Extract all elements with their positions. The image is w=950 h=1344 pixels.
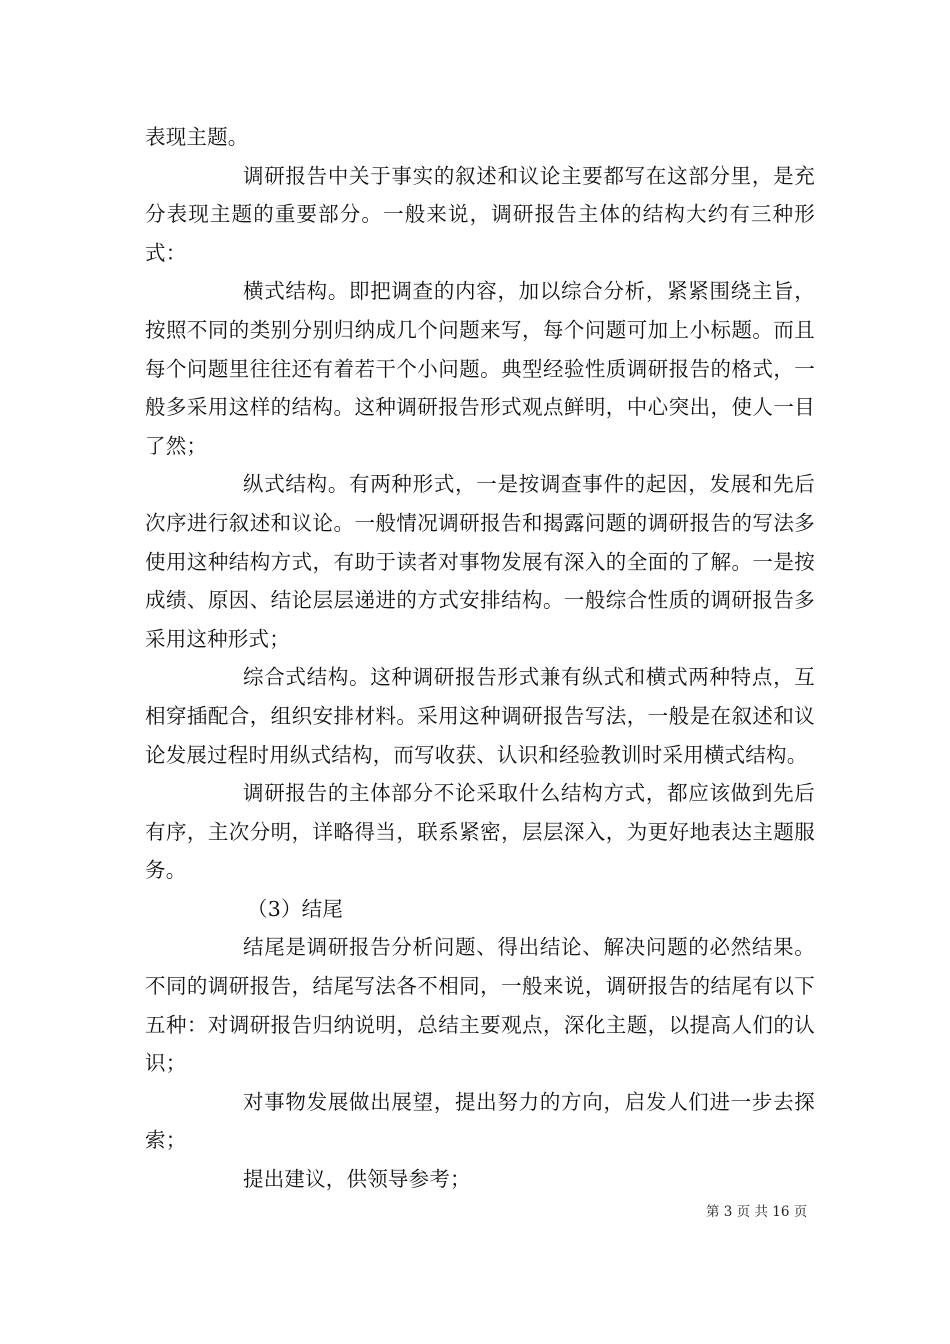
paragraph-body-summary: 调研报告的主体部分不论采取什么结构方式，都应该做到先后有序，主次分明，详略得当，联系紧密，层层深入，为更好地表达主题服务。 [145, 781, 815, 883]
paragraph-body-intro: 调研报告中关于事实的叙述和议论主要都写在这部分里，是充分表现主题的重要部分。一般来说，调研报告主体的结构大约有三种形式： [145, 163, 815, 265]
document-body [145, 118, 815, 1199]
paragraph-conclusion-suggestion: 提出建议，供领导参考； [243, 1167, 471, 1192]
section-heading-conclusion: （3）结尾 [247, 896, 344, 921]
paragraph-combined-structure: 综合式结构。这种调研报告形式兼有纵式和横式两种特点，互相穿插配合，组织安排材料。采用这种调研报告写法，一般是在叙述和议论发展过程时用纵式结构，而写收获、认识和经验教训时采用横式结构。 [145, 665, 815, 767]
paragraph-horizontal-structure: 横式结构。即把调查的内容，加以综合分析，紧紧围绕主旨，按照不同的类别分别归纳成几个问题来写，每个问题可加上小标题。而且每个问题里往往还有着若干个小问题。典型经验性质调研报告的格式，一般多采用这样的结构。这种调研报告形式观点鲜明，中心突出，使人一目了然； [145, 279, 815, 458]
page-number-footer: 第 3 页 共 16 页 [706, 1204, 808, 1220]
paragraph-conclusion-intro: 结尾是调研报告分析问题、得出结论、解决问题的必然结果。不同的调研报告，结尾写法各不相同，一般来说，调研报告的结尾有以下五种：对调研报告归纳说明，总结主要观点，深化主题，以提高人们的认识； [145, 935, 815, 1076]
paragraph-conclusion-outlook: 对事物发展做出展望，提出努力的方向，启发人们进一步去探索； [145, 1089, 815, 1153]
paragraph-continuation: 表现主题。 [145, 125, 249, 149]
paragraph-vertical-structure: 纵式结构。有两种形式，一是按调查事件的起因，发展和先后次序进行叙述和议论。一般情况调研报告和揭露问题的调研报告的写法多使用这种结构方式，有助于读者对事物发展有深入的全面的了解。一是按成绩、原因、结论层层递进的方式安排结构。一般综合性质的调研报告多采用这种形式； [145, 472, 815, 651]
